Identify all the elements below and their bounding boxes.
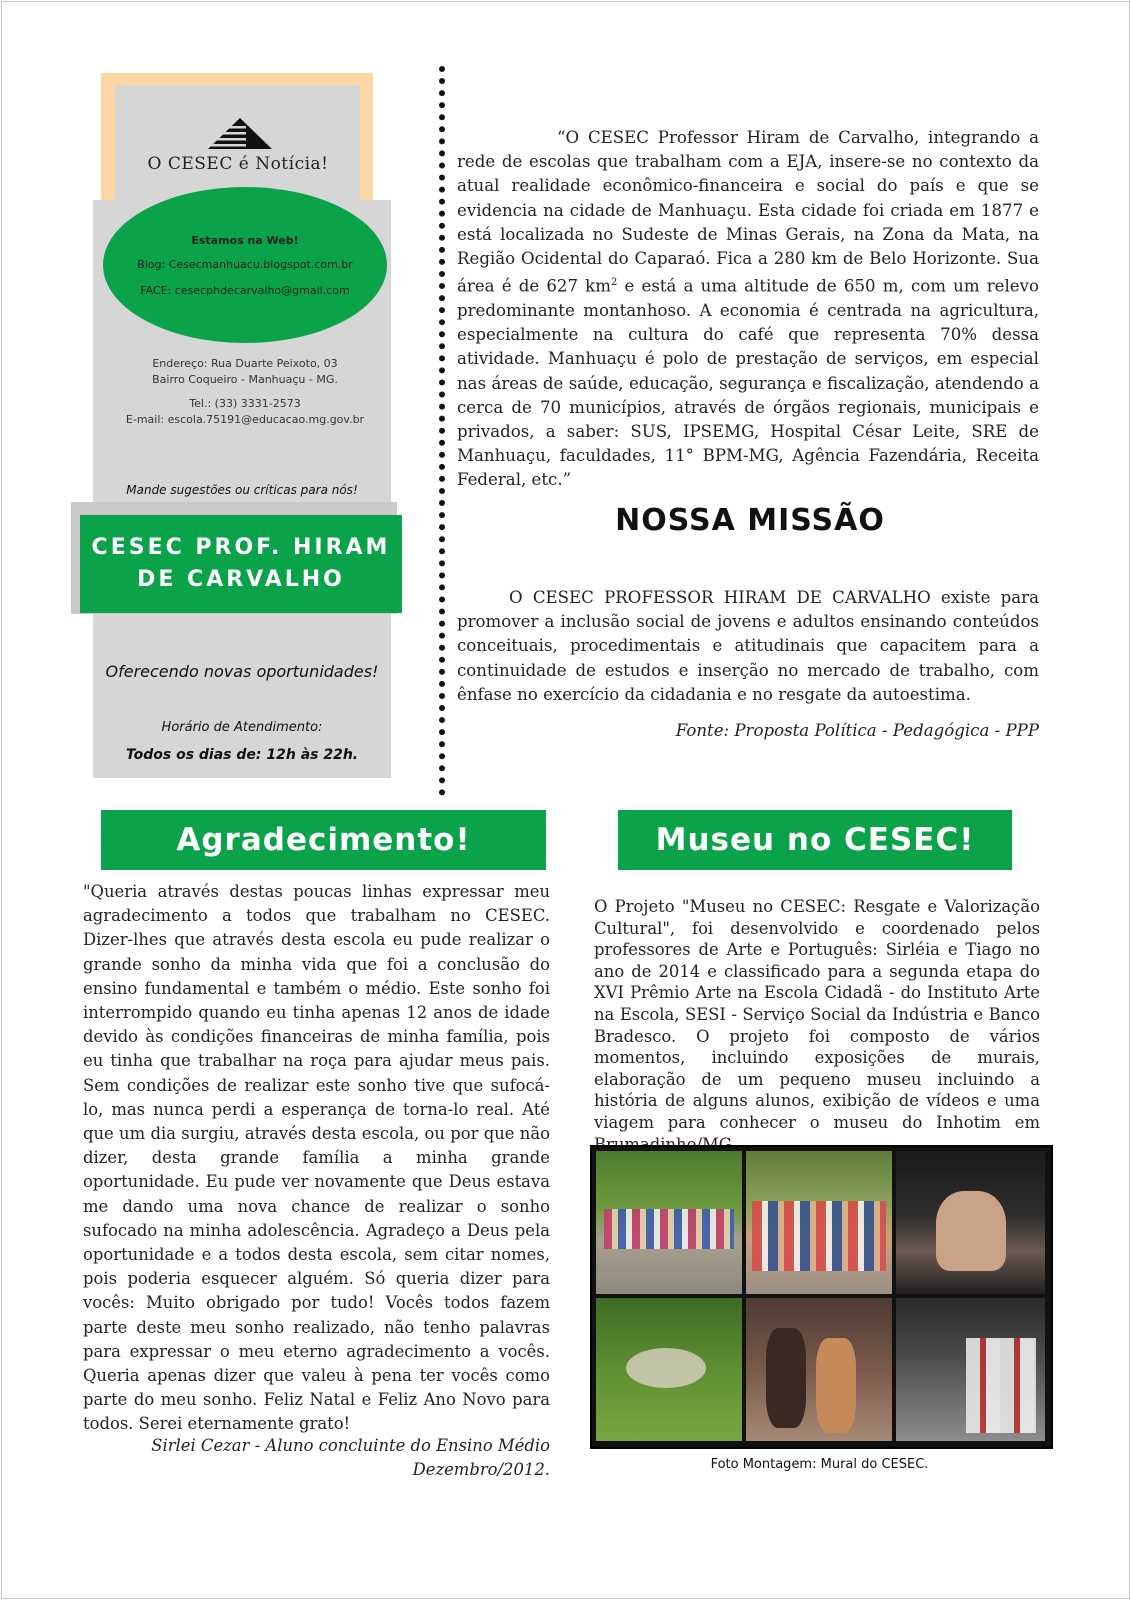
hours-label: Horário de Atendimento: [161,720,323,735]
photo-statues [746,1298,892,1441]
mission-source: Fonte: Proposta Política - Pedagógica - PPP [675,721,1039,740]
school-name-line-1: CESEC PROF. HIRAM [91,535,391,560]
dotted-divider [439,66,445,796]
intro-text-part-1: “O CESEC Professor Hiram de Carvalho, integrando a rede de escolas que trabalham com a EJA, insere-se no contexto da atual realidade econômico-financeira e social do país e que se evidencia na cidade de Manhuaçu. Esta cidade foi criada em 1877 e está localizada no Sudeste de Minas Gerais, na Zona da Mata, na Região Ocidental do Caparaó. Fica a 280 km de Belo Horizonte. Sua área é de 627 km [457,128,1039,296]
intro-superscript: 2 [610,277,618,289]
mission-paragraph [457,586,1039,707]
mission-text: O CESEC PROFESSOR HIRAM DE CARVALHO existe para promover a inclusão social de jovens e adultos ensinando conteúdos conceituais, procedimentais e atitudinais que capacitem para a continuidade de estudos e inserção no mercado de trabalho, com ênfase no exercício da cidadania e no resgate da autoestima. [457,588,1039,704]
hours-value: Todos os dias de: 12h às 22h. [125,747,359,763]
photo-museum-visit [896,1298,1045,1441]
museum-header: Museu no CESEC! [618,810,1012,870]
photo-caption: Foto Montagem: Mural do CESEC. [710,1457,929,1472]
museum-text: O Projeto "Museu no CESEC: Resgate e Valorização Cultural", foi desenvolvido e coordenado pelos professores de Arte e Português: Sirléia e Tiago no ano de 2014 e classificado para a segunda etapa do XVI Prêmio Arte na Escola Cidadã - do Instituto Arte na Escola, SESI - Serviço Social da Indústria e Banco Bradesco. O projeto foi composto de vários momentos, incluindo exposições de murais, elaboração de um pequeno museu incluindo a história de alguns alunos, exibição de vídeos e uma viagem para conhecer o museu do Inhotim em [594,897,1040,1132]
school-name-box [80,515,402,613]
address-line-1: Endereço: Rua Duarte Peixoto, 03 [152,357,338,370]
phone: Tel.: (33) 3331-2573 [189,397,301,410]
blog-link[interactable]: Blog: Cesecmanhuacu.blogspot.com.br [137,258,353,271]
thanks-text: "Queria através destas poucas linhas expressar meu agradecimento a todos que trabalham no CESEC. Dizer-lhes que através desta escola eu pude realizar o grande sonho da minha vida que foi a conclusão do ensino fundamental e também o médio. Este sonho foi interrompido quando eu tinha apenas 12 anos de idade devido às condições financeiras de minha família, pois eu tinha que trabalhar na roça para ajudar meus pais. Sem condições de realizar este sonho tive que sufocá-lo, mas nunca perdi a esperança de torna-lo real. Até que um dia surgiu, através desta escola, ou por que não dizer, desta grande família a minha grande oportunidade. Eu pude ver novamente que Deus estava me dando uma nova chance de realizar o sonho sufocado na minha adolescência. Agradeço a Deus pela oportunidade e a todos desta escola, sem citar nomes, pois poderia esquecer alguém. Só queria dizer para vocês: Muito obrigado por tudo! Vocês todos fazem parte deste meu sonho realizado, não tenho palavras para expressar o meu eterno agradecimento a vocês. Queria apenas dizer que valeu à pena ter vocês como parte do meu sonho. Feliz Natal e Feliz Ano Novo para todos. Serei eternamente grato! [83,882,550,1434]
facebook-email-link[interactable]: FACE: cesecphdecarvalho@gmail.com [140,284,350,297]
address-line-2: Bairro Coqueiro - Manhuaçu - MG. [152,373,338,386]
intro-paragraph [457,126,1039,493]
newsletter-title: O CESEC é Notícia! [147,154,329,174]
thanks-date: Dezembro/2012. [412,1460,550,1479]
photo-garden-sitting [596,1298,742,1441]
photo-group-outdoor [596,1151,742,1294]
intro-text-part-2: e está a uma altitude de 650 m, com um relevo predominante montanhoso. A economia é centrada na agricultura, especialmente na cultura do café que representa 70% dessa atividade. Manhuaçu é polo de prestação de serviços, em especial nas áreas de saúde, educação, segurança e fiscalização, atendendo a cerca de 70 municípios, através de órgãos regionais, municipais e privados, a saber: SUS, IPSEMG, Hospital César Leite, SRE de Manhuaçu, faculdades, 11° BPM-MG, Agência Fazendária, Receita Federal, etc.” [457,276,1039,490]
photo-montage [590,1145,1053,1449]
thanks-signature: Sirlei Cezar - Aluno concluinte do Ensino Médio [151,1436,550,1455]
thanks-header: Agradecimento! [101,810,546,870]
school-name-line-2: DE CARVALHO [137,567,345,592]
offer-slogan: Oferecendo novas oportunidades! [105,662,379,681]
suggestions-text: Mande sugestões ou críticas para nós! [126,483,358,497]
email[interactable]: E-mail: escola.75191@educacao.mg.gov.br [125,413,365,426]
web-title: Estamos na Web! [191,234,299,247]
stairs-logo-icon [206,116,274,152]
photo-sculptures [896,1151,1045,1294]
mission-title: NOSSA MISSÃO [615,503,885,538]
photo-group-indoor [746,1151,892,1294]
